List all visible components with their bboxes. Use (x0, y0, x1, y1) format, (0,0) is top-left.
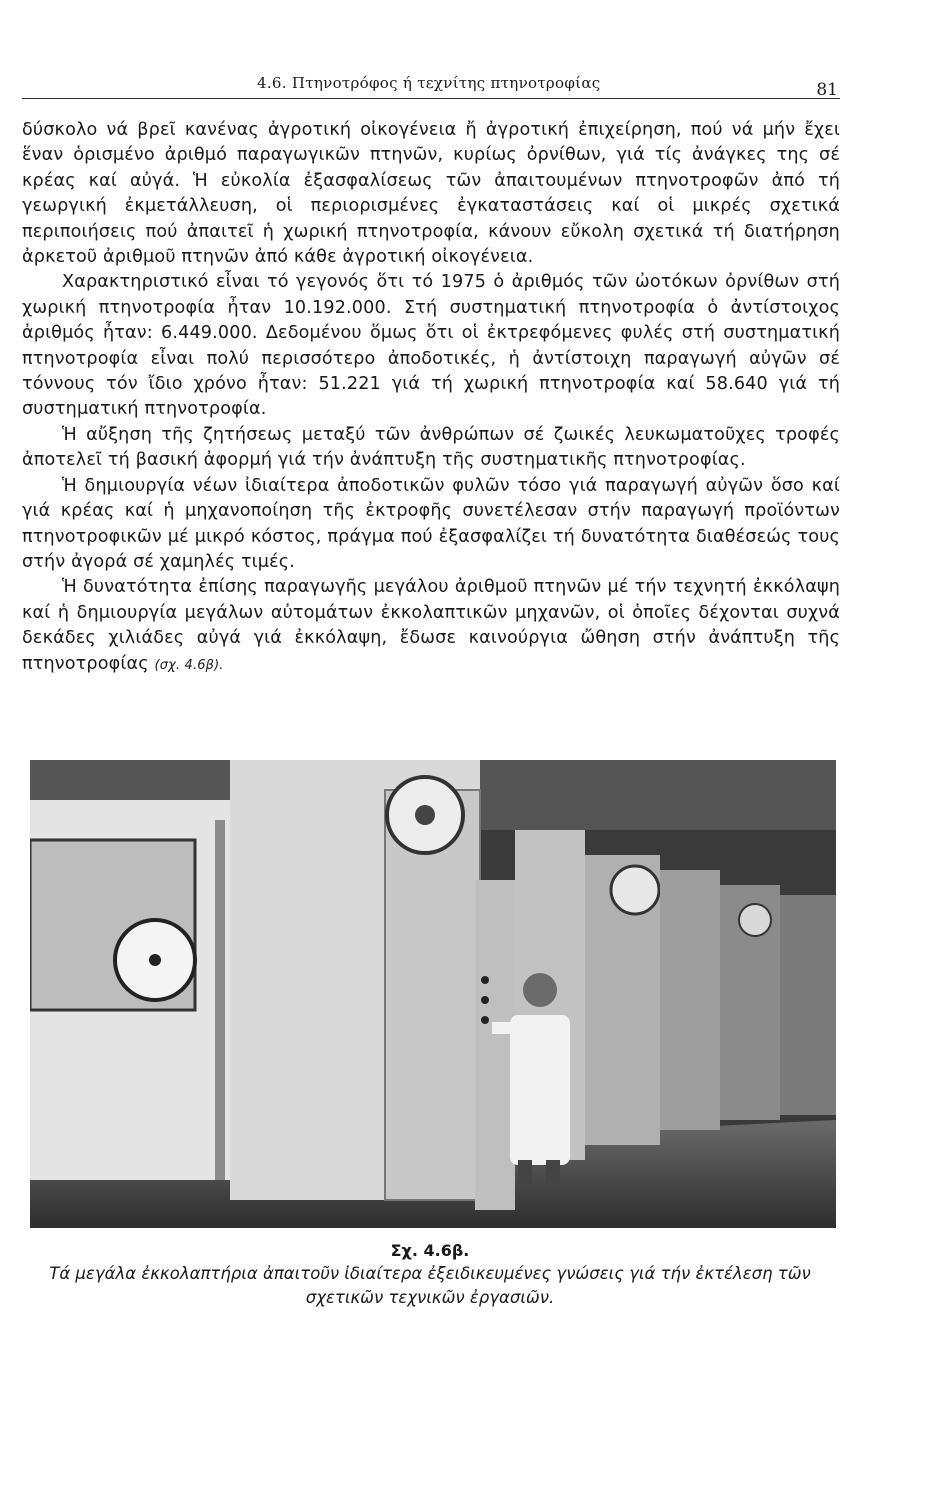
paragraph-4: Ἡ δημιουργία νέων ἰδιαίτερα ἀποδοτικῶν φυλῶν τόσο γιά παραγωγή αὐγῶν ὅσο καί γιά κρέας καί ἡ μηχανοποίηση τῆς ἐκτροφῆς συνετέλεσαν στήν παραγωγή προϊόντων πτηνοτροφικῶν μέ μικρό κόστος, πράγμα πού ἐξασφαλίζει τή δυνατότητα διαθέσεώς τους στήν ἀγορά σέ χαμηλές τιμές. (22, 475, 840, 572)
paragraph-3: Ἡ αὔξηση τῆς ζητήσεως μεταξύ τῶν ἀνθρώπων σέ ζωικές λευκωματοῦχες τροφές ἀποτελεῖ τή βασική ἀφορμή γιά τήν ἀνάπτυξη τῆς συστηματικῆς πτηνοτροφίας. (22, 424, 840, 471)
body-text (22, 118, 840, 678)
header-title: 4.6. Πτηνοτρόφος ή τεχνίτης πτηνοτροφίας (257, 74, 601, 92)
worker-figure (510, 1015, 570, 1165)
page-number: 81 (816, 80, 838, 100)
figure-reference: (σχ. 4.6β). (154, 657, 224, 673)
caption-line-1: Τά μεγάλα ἐκκολαπτήρια ἀπαιτοῦν ἰδιαίτερα ἐξειδικευμένες γνώσεις γιά τήν ἐκτέλεση τῶν (49, 1264, 811, 1283)
incubator-photo-illustration (30, 760, 836, 1228)
running-header (22, 68, 840, 99)
paragraph-1: δύσκολο νά βρεῖ κανένας ἀγροτική οἰκογένεια ἤ ἀγροτική ἐπιχείρηση, πού νά μήν ἔχει ἕναν ὁρισμένο ἀριθμό παραγωγικῶν πτηνῶν, κυρίως ὀρνίθων, γιά τίς ἀνάγκες της σέ κρέας καί αὐγά. Ἡ εὐκολία ἐξασφαλίσεως τῶν ἀπαιτουμένων πτηνοτροφῶν ἀπό τή γεωργική ἐκμετάλλευση, οἱ περιορισμένες ἐγκαταστάσεις καί οἱ μικρές σχετικά περιποιήσεις πού ἀπαιτεῖ ἡ χωρική πτηνοτροφία, κάνουν εὔκολη σχετικά τή διατήρηση ἀρκετοῦ ἀριθμοῦ πτηνῶν ἀπό κάθε ἀγροτική οἰκογένεια. (22, 120, 840, 268)
paragraph-2: Χαρακτηριστικό εἶναι τό γεγονός ὅτι τό 1975 ὁ ἀριθμός τῶν ὠοτόκων ὀρνίθων στή χωρική πτηνοτροφία ἦταν 10.192.000. Στή συστηματική πτηνοτροφία ὁ ἀντίστοιχος ἀριθμός ἦταν: 6.449.000. Δεδομένου ὅμως ὅτι οἱ ἐκτρεφόμενες φυλές στή συστηματική πτηνοτροφία εἶναι πολύ περισσότερο ἀποδοτικές, ἡ ἀντίστοιχη παραγωγή αὐγῶν σέ τόννους τόν ἴδιο χρόνο ἦταν: 51.221 γιά τή χωρική πτηνοτροφία καί 58.640 γιά τή συστηματική πτηνοτροφία. (22, 272, 840, 420)
figure-label: Σχ. 4.6β. (390, 1241, 470, 1260)
paragraph-5 (22, 575, 840, 678)
caption-line-2: σχετικῶν τεχνικῶν ἐργασιῶν. (305, 1288, 555, 1307)
figure-caption (10, 1240, 850, 1310)
paragraph-5-text: Ἡ δυνατότητα ἐπίσης παραγωγῆς μεγάλου ἀριθμοῦ πτηνῶν μέ τήν τεχνητή ἐκκόλαψη καί ἡ δημιουργία μεγάλων αὐτομάτων ἐκκολαπτικῶν μηχανῶν, οἱ ὁποῖες δέχονται συχνά δεκάδες χιλιάδες αὐγά γιά ἐκκόλαψη, ἔδωσε καινούργια ὤθηση στήν ἀνάπτυξη τῆς πτηνοτροφίας (22, 577, 840, 674)
incubator-photo (30, 760, 836, 1228)
